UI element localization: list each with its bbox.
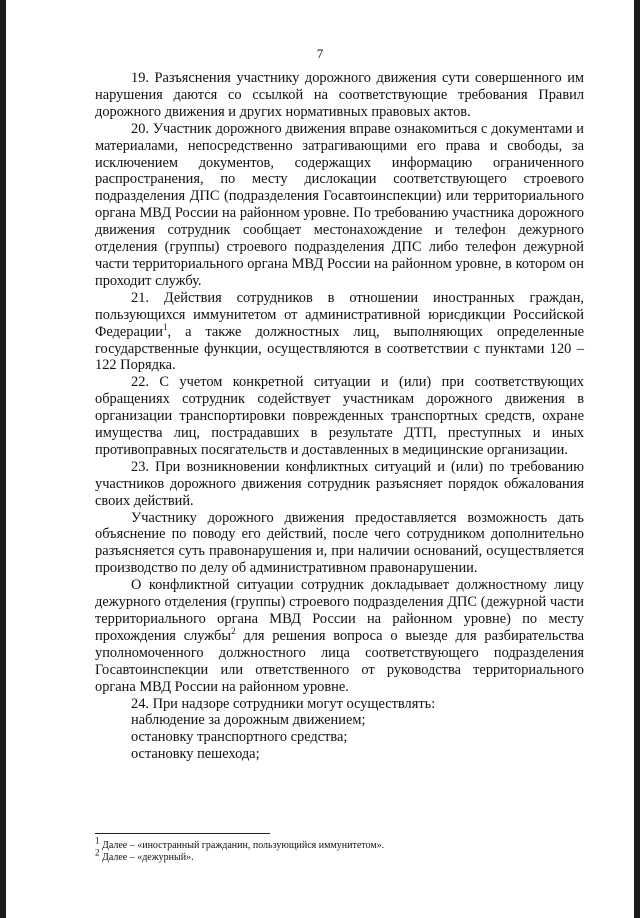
footnote-ref-1: 1 [162,321,168,332]
footnote-text: Далее – «иностранный гражданин, пользующийся иммунитетом». [99,840,385,851]
footnote-2 [95,847,584,864]
list-item: наблюдение за дорожным движением; [131,712,366,729]
document-body [95,70,584,763]
paragraph-19: 19. Разъяснения участнику дорожного движения сути совершенного им нарушения даются со ссылкой на соответствующие требования Правил дорожного движения и других нормативных правовых актов. [95,70,584,120]
scan-edge-left [0,0,6,918]
footnote-mark: 2 [95,847,100,858]
footnote-ref-2: 2 [231,626,236,637]
page-number: 7 [316,46,324,61]
paragraph-explanation: Участнику дорожного движения предоставляется возможность дать объяснение по поводу его действий, после чего сотрудником дополнительно разъясняется суть правонарушения и, при наличии оснований, осуществляется производство по делу об административном правонарушении. [95,509,584,577]
paragraph-conflict-report [95,577,584,695]
footnote-mark: 1 [95,835,100,846]
paragraph-22: 22. С учетом конкретной ситуации и (или) при соответствующих обращениях сотрудник содействует участникам дорожного движения в организации транспортировки поврежденных транспортных средств, охране имущества лиц, пострадавших в результате ДТП, преступных и иных противоправных посягательств и доставленных в медицинские организации. [95,374,584,458]
paragraph-24: 24. При надзоре сотрудники могут осуществлять: [131,695,436,712]
paragraph-23: 23. При возникновении конфликтных ситуаций и (или) по требованию участников дорожного движения сотрудник разъясняет порядок обжалования своих действий. [95,458,584,509]
paragraph-conflict-text-end: для решения вопроса о выезде для разбирательства уполномоченного должностного лица соответствующего подразделения Госавтоинспекции или ответственного от руководства территориального органа МВД России на районном уровне. [95,627,584,695]
footnote-separator [95,833,270,834]
footnote-1 [95,835,584,852]
paragraph-20: 20. Участник дорожного движения вправе ознакомиться с документами и материалами, непосредственно затрагивающими его права и свободы, за исключением документов, содержащих информацию ограниченного распространения, по месту дислокации соответствующего строевого подразделения ДПС (подразделения Госавтоинспекции) или территориального органа МВД России на районном уровне. По требованию участника дорожного движения сотрудник сообщает местонахождение и телефон дежурного отделения (группы) строевого подразделения ДПС либо телефон дежурной части территориального органа МВД России на районном уровне, в котором он проходит службу. [95,120,584,289]
list-item: остановку транспортного средства; [131,729,348,746]
footnote-text: Далее – «дежурный». [99,852,194,863]
paragraph-21-text-start: 21. Действия сотрудников в отношении иностранных граждан, пользующихся иммунитетом от административной юрисдикции Российской Федерации [95,289,584,340]
paragraph-conflict-text-start: О конфликтной ситуации сотрудник докладывает должностному лицу дежурного отделения (группы) строевого подразделения ДПС (дежурной части территориального органа МВД России на районном уровне) по месту прохождения службы [95,577,584,644]
scan-edge-right [634,0,640,918]
paragraph-21-text-end: , а также должностных лиц, выполняющих определенные государственные функции, осуществляются в соответствии с пунктами 120 – 122 Порядка. [95,323,584,374]
footnotes [95,835,584,864]
list-item: остановку пешехода; [131,746,260,763]
paragraph-21 [95,290,584,375]
